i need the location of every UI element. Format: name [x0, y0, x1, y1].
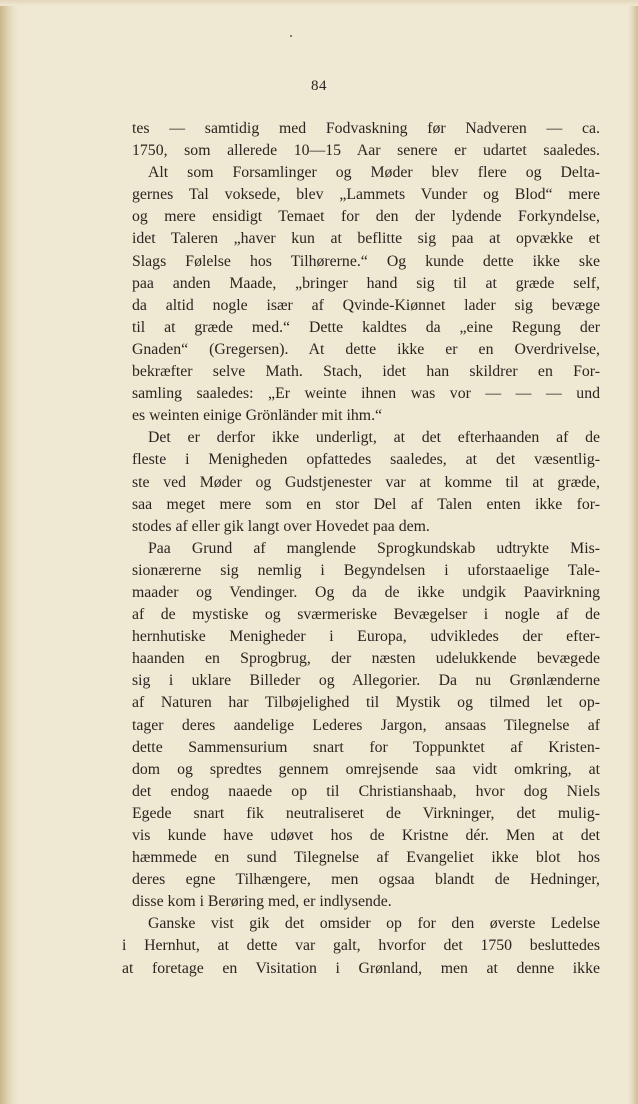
text-line: hæmmede en sund Tilegnelse af Evangeliet ikke blot hos	[132, 849, 600, 867]
page-top-edge-shadow	[0, 0, 638, 6]
text-line: af de mystiske og sværmeriske Bevægelser i nogle af de	[132, 606, 600, 624]
text-line: og mere ensidigt Temaet for den der lydende Forkyndelse,	[132, 208, 600, 226]
text-line: tager deres aandelige Lederes Jargon, ansaas Tilegnelse af	[132, 716, 600, 734]
text-line: Ganske vist gik det omsider op for den øverste Ledelse	[148, 915, 600, 933]
text-line: Alt som Forsamlinger og Møder blev flere og Delta-	[148, 164, 600, 182]
page-right-edge-shadow	[628, 0, 638, 1104]
text-line: Egede snart fik neutraliseret de Virkninger, det mulig-	[132, 804, 600, 822]
page-left-edge-shadow	[0, 0, 20, 1104]
text-line: idet Taleren „haver kun at beflitte sig paa at opvække et	[132, 230, 600, 248]
text-line: sig i uklare Billeder og Allegorier. Da nu Grønlænderne	[132, 672, 600, 690]
text-line: tes — samtidig med Fodvaskning før Nadveren — ca.	[132, 120, 600, 137]
text-line: haanden en Sprogbrug, der næsten udelukkende bevægede	[132, 650, 600, 668]
text-line: til at græde med.“ Dette kaldtes da „eine Regung der	[132, 318, 600, 336]
text-line: maader og Vendinger. Og da de ikke undgik Paavirkning	[132, 583, 600, 601]
text-line: vis kunde have udøvet hos de Kristne dér. Men at det	[132, 827, 600, 844]
text-line: Det er derfor ikke underligt, at det efterhaanden af de	[148, 429, 600, 447]
text-line: Gnaden“ (Gregersen). At dette ikke er en Overdrivelse,	[132, 340, 600, 358]
text-line: ste ved Møder og Gudstjenester var at komme til at græde,	[132, 473, 600, 491]
text-line: hernhutiske Menigheder i Europa, udvikledes der efter-	[132, 628, 600, 646]
text-line: disse kom i Berøring med, er indlysende.	[132, 893, 392, 911]
body-text	[122, 118, 600, 980]
text-line: dette Sammensurium snart for Toppunktet af Kristen-	[132, 738, 600, 756]
text-line: fleste i Menigheden opfattedes saaledes, at det væsentlig-	[132, 451, 600, 469]
text-line: gernes Tal voksede, blev „Lammets Vunder og Blod“ mere	[132, 186, 600, 204]
text-line: stodes af eller gik langt over Hovedet paa dem.	[132, 517, 430, 535]
text-line: da altid nogle især af Qvinde-Kiønnet lader sig bevæge	[132, 296, 600, 314]
text-line: es weinten einige Grönländer mit ihm.“	[132, 407, 383, 425]
text-line: Paa Grund af manglende Sprogkundskab udtrykte Mis-	[148, 539, 600, 557]
page-number: 84	[311, 78, 327, 94]
text-line: 1750, som allerede 10—15 Aar senere er udartet saaledes.	[132, 142, 600, 160]
text-line: samling saaledes: „Er weinte ihnen was vor — — — und	[132, 385, 600, 403]
text-line: det endog naaede op til Christianshaab, hvor dog Niels	[132, 782, 600, 800]
text-line: at foretage en Visitation i Grønland, men at denne ikke	[122, 959, 600, 977]
text-line: i Hernhut, at dette var galt, hvorfor det 1750 besluttedes	[122, 937, 600, 955]
text-line: Slags Følelse hos Tilhørerne.“ Og kunde dette ikke ske	[132, 252, 600, 270]
paper-speck	[290, 35, 292, 37]
text-line: saa meget mere som en stor Del af Talen enten ikke for-	[132, 495, 600, 513]
text-line: dom og spredtes gennem omrejsende saa vidt omkring, at	[132, 760, 600, 778]
text-line: af Naturen har Tilbøjelighed til Mystik og tilmed let op-	[132, 694, 600, 712]
text-line: paa anden Maade, „bringer hand sig til at græde self,	[132, 274, 600, 292]
text-line: sionærerne sig nemlig i Begyndelsen i uforstaaelige Tale-	[132, 561, 600, 579]
text-line: deres egne Tilhængere, men ogsaa blandt de Hedninger,	[132, 871, 600, 889]
text-line: bekræfter selve Math. Stach, idet han skildrer en For-	[132, 363, 600, 381]
